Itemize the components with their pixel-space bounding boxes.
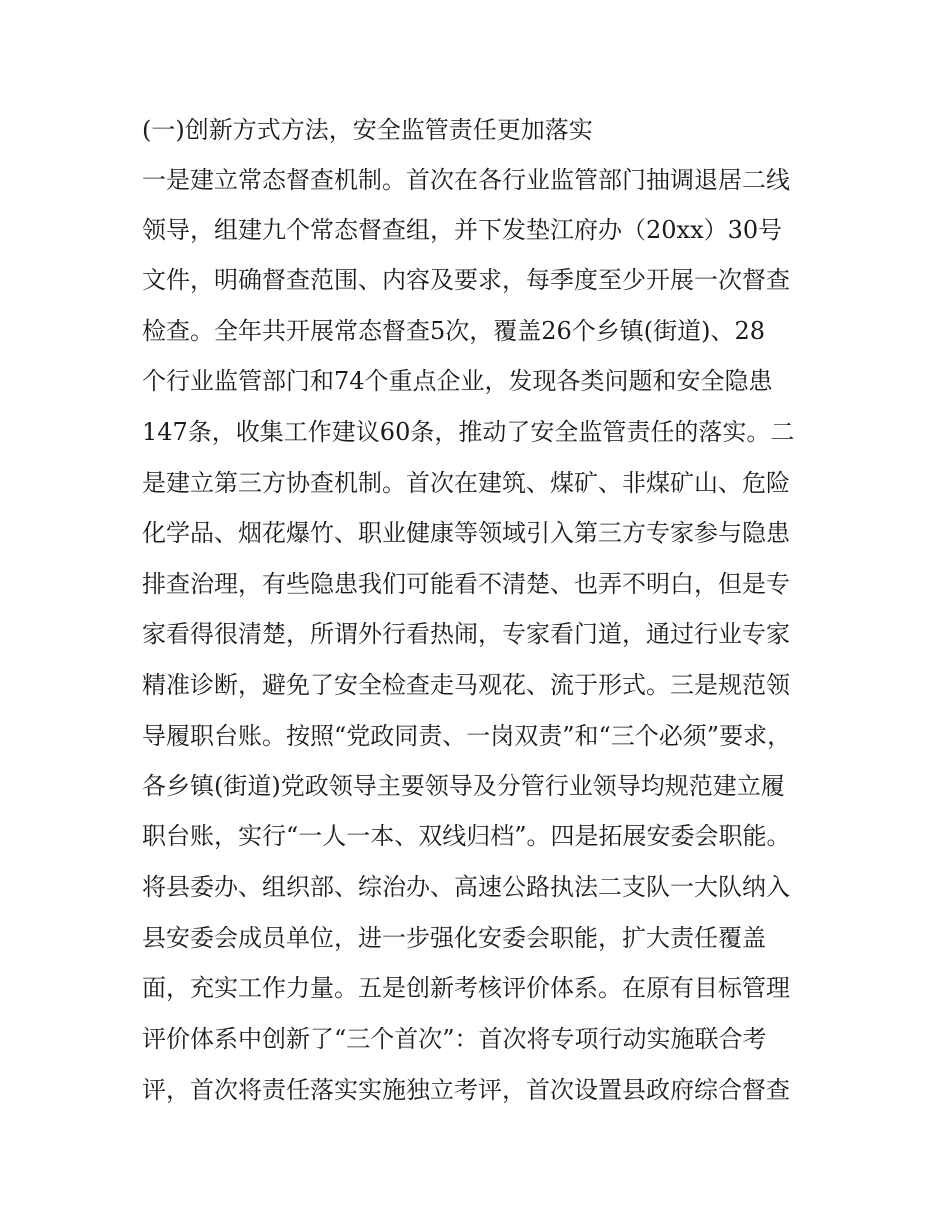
paragraph-line: 一是建立常态督查机制。首次在各行业监管部门抽调退居二线	[142, 166, 790, 194]
paragraph-line: 家看得很清楚，所谓外行看热闹，专家看门道，通过行业专家	[142, 620, 790, 648]
paragraph-line: 各乡镇(街道)党政领导主要领导及分管行业领导均规范建立履	[142, 772, 785, 800]
paragraph-line: 县安委会成员单位，进一步强化安委会职能，扩大责任覆盖	[142, 924, 766, 952]
paragraph-line: 精准诊断，避免了安全检查走马观花、流于形式。三是规范领	[142, 671, 790, 699]
paragraph-line: 文件，明确督查范围、内容及要求，每季度至少开展一次督查	[142, 266, 790, 294]
paragraph-line: 领导，组建九个常态督查组，并下发垫江府办（20xx）30号	[142, 216, 783, 244]
paragraph-line: 导履职台账。按照“党政同责、一岗双责”和“三个必须”要求，	[142, 722, 792, 750]
paragraph-line: 检查。全年共开展常态督查5次，覆盖26个乡镇(街道)、28	[142, 317, 766, 345]
paragraph-line: 评价体系中创新了“三个首次”：首次将专项行动实施联合考	[142, 1025, 767, 1053]
paragraph-line: 将县委办、组织部、综治办、高速公路执法二支队一大队纳入	[142, 873, 790, 901]
paragraph-line: 面，充实工作力量。五是创新考核评价体系。在原有目标管理	[142, 974, 790, 1002]
paragraph-line: 147条，收集工作建议60条，推动了安全监管责任的落实。二	[142, 418, 795, 446]
paragraph-line: 排查治理，有些隐患我们可能看不清楚、也弄不明白，但是专	[142, 570, 790, 598]
paragraph-line: 化学品、烟花爆竹、职业健康等领域引入第三方专家参与隐患	[142, 519, 790, 547]
section-heading: (一)创新方式方法，安全监管责任更加落实	[142, 116, 593, 144]
paragraph-line: 是建立第三方协查机制。首次在建筑、煤矿、非煤矿山、危险	[142, 469, 790, 497]
paragraph-line: 个行业监管部门和74个重点企业，发现各类问题和安全隐患	[142, 367, 773, 395]
paragraph-line: 职台账，实行“一人一本、双线归档”。四是拓展安委会职能。	[142, 822, 791, 850]
paragraph-line: 评，首次将责任落实实施独立考评，首次设置县政府综合督查	[142, 1076, 790, 1104]
